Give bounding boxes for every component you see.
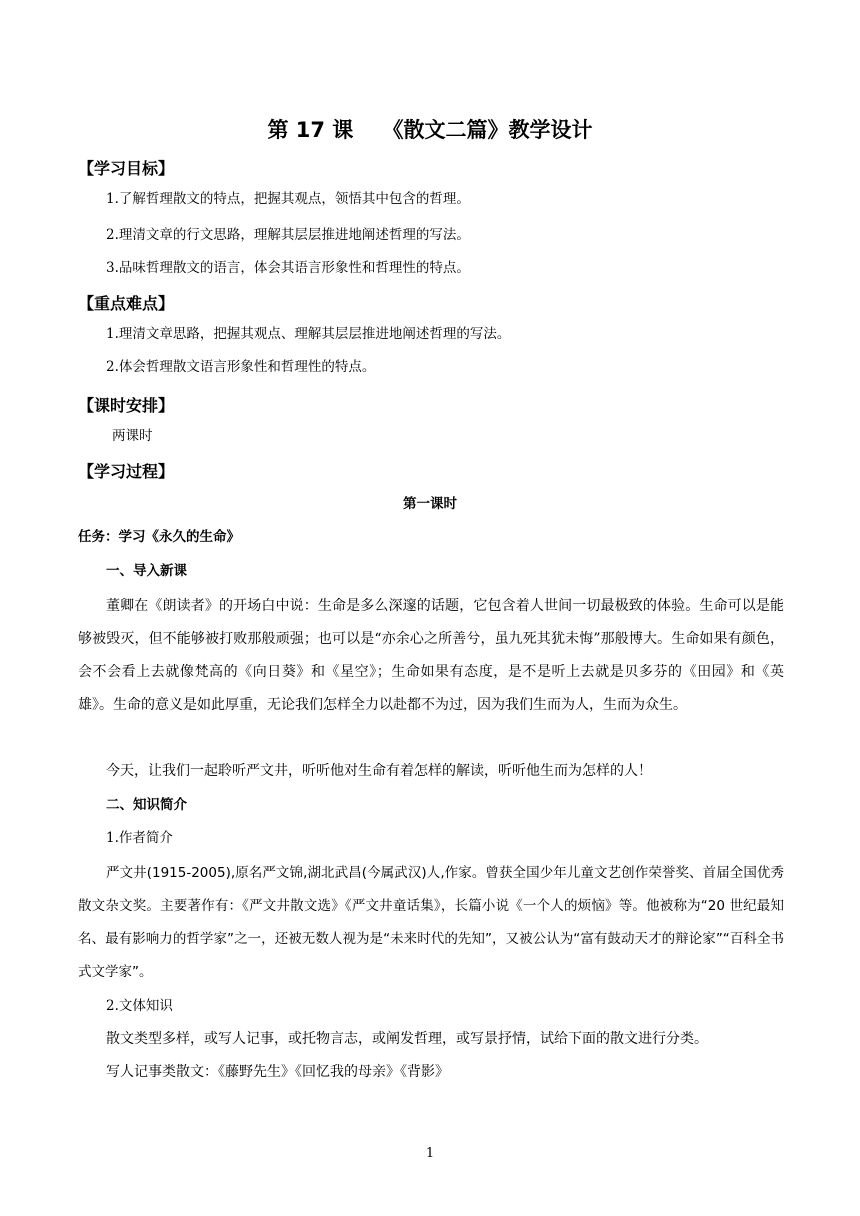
task-title: 任务：学习《永久的生命》 [78, 529, 240, 545]
today-paragraph: 今天，让我们一起聆听严文井，听听他对生命有着怎样的解读，听听他生而为怎样的人！ [106, 763, 652, 779]
schedule-text: 两课时 [112, 428, 153, 444]
part1-heading: 一、导入新课 [106, 563, 187, 579]
key-point-item-2: 2.体会哲理散文语言形象性和哲理性的特点。 [106, 359, 376, 375]
page-title: 第 17 课 《散文二篇》教学设计 [267, 118, 593, 142]
goal-item-3: 3.品味哲理散文的语言，体会其语言形象性和哲理性的特点。 [106, 260, 470, 276]
genre-paragraph: 散文类型多样，或写人记事，或托物言志，或阐发哲理，或写景抒情，试给下面的散文进行分类。 [106, 1031, 708, 1047]
goal-item-1: 1.了解哲理散文的特点，把握其观点，领悟其中包含的哲理。 [106, 191, 470, 207]
author-paragraph: 严文井(1915-2005),原名严文锦,湖北武昌(今属武汉)人,作家。曾获全国少年儿童文艺创作荣誉奖、首届全国优秀散文杂文奖。主要著作有：《严文井散文选》《严文井童话集》，长篇小说《一个人的烦恼》等。他被称为“20 世纪最知名、最有影响力的哲学家”之一，还被无数人视为是“未来时代的先知”，又被公认为“富有鼓动天才的辩论家”“百科全书式文学家”。 [78, 865, 784, 980]
key-point-item-1: 1.理清文章思路，把握其观点、理解其层层推进地阐述哲理的写法。 [106, 326, 511, 342]
part2-heading: 二、知识简介 [106, 797, 187, 813]
author-heading: 1.作者简介 [106, 830, 173, 846]
schedule-heading: 【课时安排】 [78, 396, 175, 415]
process-heading: 【学习过程】 [78, 462, 175, 481]
genre-example: 写人记事类散文：《藤野先生》《回忆我的母亲》《背影》 [106, 1064, 449, 1080]
goals-heading: 【学习目标】 [78, 159, 175, 178]
genre-heading: 2.文体知识 [106, 998, 173, 1014]
page-number: 1 [425, 1146, 435, 1161]
goal-item-2: 2.理清文章的行文思路，理解其层层推进地阐述哲理的写法。 [106, 227, 470, 243]
key-points-heading: 【重点难点】 [78, 294, 175, 313]
intro-paragraph: 董卿在《朗读者》的开场白中说：生命是多么深邃的话题，它包含着人世间一切最极致的体验。生命可以是能够被毁灭，但不能够被打败那般顽强；也可以是“亦余心之所善兮，虽九死其犹未悔”那般博大。生命如果有颜色，会不会看上去就像梵高的《向日葵》和《星空》；生命如果有态度，是不是听上去就是贝多芬的《田园》和《英雄》。生命的意义是如此厚重，无论我们怎样全力以赴都不为过，因为我们生而为人，生而为众生。 [78, 598, 784, 713]
lesson-title: 第一课时 [403, 496, 457, 512]
